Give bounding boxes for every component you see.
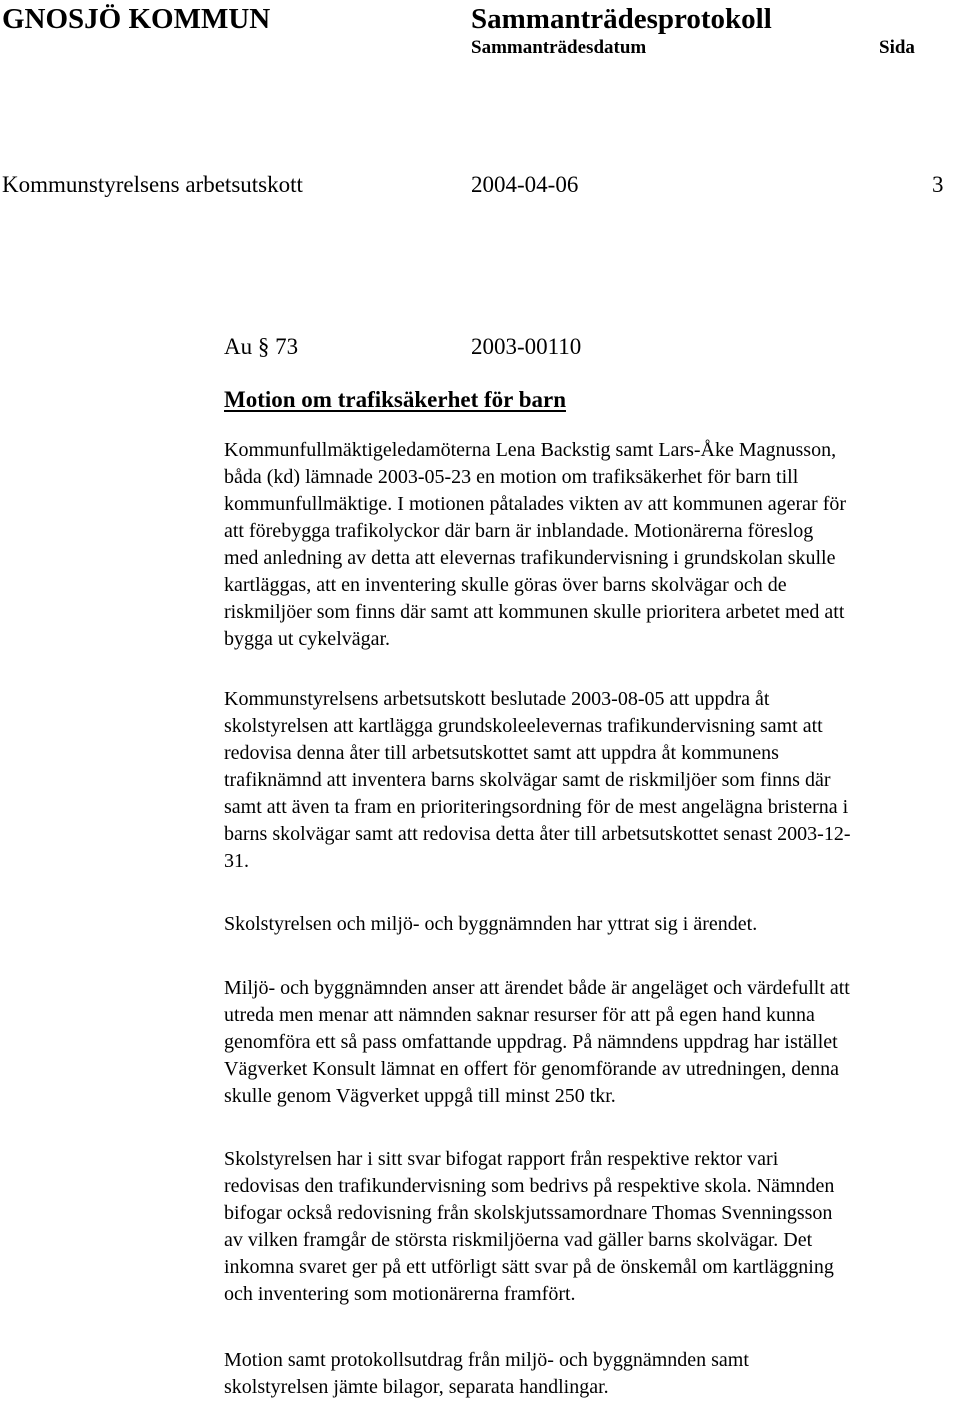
body-paragraph [224, 437, 956, 653]
document-type: Sammanträdesprotokoll [471, 3, 772, 35]
meeting-body: Kommunstyrelsens arbetsutskott [2, 172, 303, 197]
body-paragraph [224, 1347, 956, 1401]
body-paragraph [224, 911, 956, 938]
text-line: redovisas den trafikundervisning som bedrivs på respektive skola. Nämnden [224, 1175, 835, 1197]
case-diary-number: 2003-00110 [471, 334, 582, 359]
body-paragraph [224, 975, 956, 1110]
text-line: barns skolvägar samt att redovisa detta åter till arbetsutskottet senast 2003-12- [224, 823, 851, 845]
text-line: Skolstyrelsen och miljö- och byggnämnden har yttrat sig i ärendet. [224, 913, 758, 935]
text-line: skulle genom Vägverket uppgå till minst 250 tkr. [224, 1085, 616, 1107]
text-line: genomföra ett så pass omfattande uppdrag. På nämndens uppdrag har istället [224, 1031, 838, 1053]
text-line: riskmiljöer som finns där samt att kommunen skulle prioritera arbetet med att [224, 601, 845, 623]
text-line: bygga ut cykelvägar. [224, 628, 391, 650]
text-line: Kommunstyrelsens arbetsutskott beslutade 2003-08-05 att uppdra åt [224, 688, 770, 710]
text-line: skolstyrelsen jämte bilagor, separata handlingar. [224, 1376, 609, 1398]
body-paragraph [224, 1146, 956, 1308]
text-line: Skolstyrelsen har i sitt svar bifogat rapport från respektive rektor vari [224, 1148, 779, 1170]
text-line: 31. [224, 850, 249, 872]
case-paragraph-number: Au § 73 [224, 334, 299, 359]
text-line: Kommunfullmäktigeledamöterna Lena Backstig samt Lars-Åke Magnusson, [224, 439, 837, 461]
body-paragraph [224, 686, 956, 875]
text-line: redovisa denna åter till arbetsutskottet samt att uppdra åt kommunens [224, 742, 779, 764]
meeting-date: 2004-04-06 [471, 172, 579, 197]
text-line: skolstyrelsen att kartlägga grundskoleelevernas trafikundervisning samt att [224, 715, 823, 737]
text-line: samt att även ta fram en prioriteringsordning för de mest angelägna bristerna i [224, 796, 849, 818]
text-line: utreda men menar att nämnden saknar resurser för att på egen hand kunna [224, 1004, 815, 1026]
page-label: Sida [879, 37, 915, 58]
text-line: trafiknämnd att inventera barns skolvägar samt de riskmiljöer som finns där [224, 769, 831, 791]
text-line: kommunfullmäktige. I motionen påtalades vikten av att kommunen agerar för [224, 493, 847, 515]
text-line: att förebygga trafikolyckor där barn är inblandade. Motionärerna föreslog [224, 520, 814, 542]
meeting-date-label: Sammanträdesdatum [471, 37, 647, 58]
case-title: Motion om trafiksäkerhet för barn [224, 387, 566, 412]
text-line: Miljö- och byggnämnden anser att ärendet både är angeläget och värdefullt att [224, 977, 850, 999]
text-line: Motion samt protokollsutdrag från miljö- och byggnämnden samt [224, 1349, 749, 1371]
text-line: kartläggas, att en inventering skulle göras över barns skolvägar och de [224, 574, 787, 596]
text-line: inkomna svaret ger på ett utförligt sätt svar på de önskemål om kartläggning [224, 1256, 834, 1278]
page-number: 3 [932, 172, 944, 197]
text-line: och inventering som motionärerna framfört. [224, 1283, 576, 1305]
municipality-name: GNOSJÖ KOMMUN [2, 3, 271, 35]
text-line: båda (kd) lämnade 2003-05-23 en motion om trafiksäkerhet för barn till [224, 466, 799, 488]
text-line: bifogar också redovisning från skolskjutssamordnare Thomas Svenningsson [224, 1202, 833, 1224]
text-line: med anledning av detta att elevernas trafikundervisning i grundskolan skulle [224, 547, 836, 569]
text-line: Vägverket Konsult lämnat en offert för genomförande av utredningen, denna [224, 1058, 839, 1080]
text-line: av vilken framgår de största riskmiljöerna vad gäller barns skolvägar. Det [224, 1229, 813, 1251]
